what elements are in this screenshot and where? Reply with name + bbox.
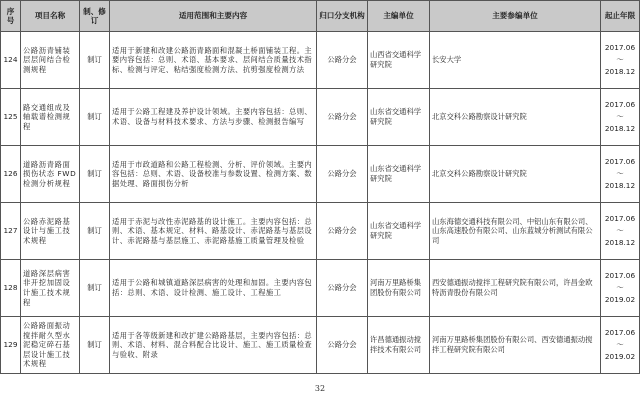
- row-participants: 山东海德交通科技有限公司、中铝山东有限公司、山东高速股份有限公司、山东蓝城分析测试有限公司: [430, 203, 601, 260]
- period-tilde: ～: [616, 55, 624, 65]
- table-row: [1, 32, 640, 89]
- row-name: 道路沥青路面损伤状态 FWD 检测分析规程: [21, 146, 80, 203]
- row-seq: 128: [1, 260, 21, 317]
- header-chief: 主编单位: [368, 1, 430, 32]
- period-end: 2019.02: [604, 351, 636, 361]
- row-branch: 公路分会: [317, 317, 368, 374]
- row-period: [601, 32, 640, 89]
- header-seq: 序号: [1, 1, 21, 32]
- period-start: 2017.06: [604, 43, 636, 53]
- row-seq: 124: [1, 32, 21, 89]
- row-seq: 127: [1, 203, 21, 260]
- period-end: 2018.12: [604, 180, 636, 190]
- row-period: [601, 146, 640, 203]
- header-branch: 归口分支机构: [317, 1, 368, 32]
- period-tilde: ～: [616, 340, 624, 350]
- period-end: 2018.12: [604, 66, 636, 76]
- row-branch: 公路分会: [317, 89, 368, 146]
- row-name: 路交通组成及轴载谱检测规程: [21, 89, 80, 146]
- row-participants: 长安大学: [430, 32, 601, 89]
- row-name: 道路深层病害非开挖加固设计施工技术规程: [21, 260, 80, 317]
- row-type: 制订: [80, 203, 110, 260]
- header-scope: 适用范围和主要内容: [110, 1, 317, 32]
- period-tilde: ～: [616, 169, 624, 179]
- table-row: [1, 89, 640, 146]
- row-scope: 适用于公路和城镇道路深层病害的处理和加固。主要内容包括：总则、术语、设计检测、施工设计、工程施工: [110, 260, 317, 317]
- row-branch: 公路分会: [317, 260, 368, 317]
- row-type: 制订: [80, 32, 110, 89]
- row-seq: 125: [1, 89, 21, 146]
- row-period: [601, 89, 640, 146]
- row-chief: 河南万里路桥集团股份有限公司: [368, 260, 430, 317]
- row-branch: 公路分会: [317, 146, 368, 203]
- table-row: [1, 260, 640, 317]
- period-start: 2017.06: [604, 328, 636, 338]
- row-seq: 129: [1, 317, 21, 374]
- period-start: 2017.06: [604, 271, 636, 281]
- row-type: 制订: [80, 260, 110, 317]
- header-type: 制、修订: [80, 1, 110, 32]
- row-scope: 适用于各等级新建和改扩建公路路基层，主要内容包括：总则、术语、材料、混合料配合比设计、施工、施工质量检查与验收、附录: [110, 317, 317, 374]
- table-row: [1, 203, 640, 260]
- row-branch: 公路分会: [317, 203, 368, 260]
- period-start: 2017.06: [604, 214, 636, 224]
- row-participants: 西安德通振动搅拌工程研究院有限公司，许昌金欧特沥青股份有限公司: [430, 260, 601, 317]
- period-tilde: ～: [616, 112, 624, 122]
- row-chief: 山东省交通科学研究院: [368, 203, 430, 260]
- period-start: 2017.06: [604, 100, 636, 110]
- row-participants: 北京交科公路勘察设计研究院: [430, 146, 601, 203]
- table-header-row: [1, 1, 640, 32]
- table-row: [1, 146, 640, 203]
- row-chief: 山东省交通科学研究院: [368, 146, 430, 203]
- row-participants: 河南万里路桥集团股份有限公司、西安德通振动搅拌工程研究院有限公司: [430, 317, 601, 374]
- row-participants: 北京交科公路勘察设计研究院: [430, 89, 601, 146]
- row-period: [601, 260, 640, 317]
- row-scope: 适用于赤泥与改性赤泥路基的设计施工。主要内容包括：总则、术语、基本规定、材料、路基设计、赤泥路基与基层设计、赤泥路基与基层施工、赤泥路基施工质量管理及检验: [110, 203, 317, 260]
- row-name: 公路赤泥路基设计与施工技术规程: [21, 203, 80, 260]
- row-scope: 适用于市政道路和公路工程检测、分析、评价领域。主要内容包括：总则、术语、设备校准与参数设置、检测方案、数据处理、路面损伤分析: [110, 146, 317, 203]
- header-period: 起止年限: [601, 1, 640, 32]
- header-participants: 主要参编单位: [430, 1, 601, 32]
- page-number: 32: [314, 384, 326, 393]
- row-period: [601, 203, 640, 260]
- row-seq: 126: [1, 146, 21, 203]
- period-end: 2019.02: [604, 294, 636, 304]
- period-tilde: ～: [616, 283, 624, 293]
- row-chief: 山西省交通科学研究院: [368, 32, 430, 89]
- row-scope: 适用于新建和改建公路沥青路面和混凝土桥面铺装工程。主要内容包括：总则、术语、基本要求、层间结合质量技术指标、检测与评定、粘结强度检测方法、抗剪强度检测方法: [110, 32, 317, 89]
- period-end: 2018.12: [604, 123, 636, 133]
- row-type: 制订: [80, 89, 110, 146]
- period-end: 2018.12: [604, 237, 636, 247]
- period-start: 2017.06: [604, 157, 636, 167]
- row-type: 制订: [80, 146, 110, 203]
- row-name: 公路沥青铺装层层间结合检测规程: [21, 32, 80, 89]
- header-name: 项目名称: [21, 1, 80, 32]
- row-scope: 适用于公路工程建及养护设计领域。主要内容包括：总则、术语、设备与材料技术要求、方法与步骤、检测报告编写: [110, 89, 317, 146]
- row-period: [601, 317, 640, 374]
- row-branch: 公路分会: [317, 32, 368, 89]
- row-type: 制订: [80, 317, 110, 374]
- row-chief: 山东省交通科学研究院: [368, 89, 430, 146]
- row-name: 公路路面振动搅拌耐久型水泥稳定碎石基层设计施工技术规程: [21, 317, 80, 374]
- row-chief: 许昌德通振动搅拌技术有限公司: [368, 317, 430, 374]
- table-row: [1, 317, 640, 374]
- period-tilde: ～: [616, 226, 624, 236]
